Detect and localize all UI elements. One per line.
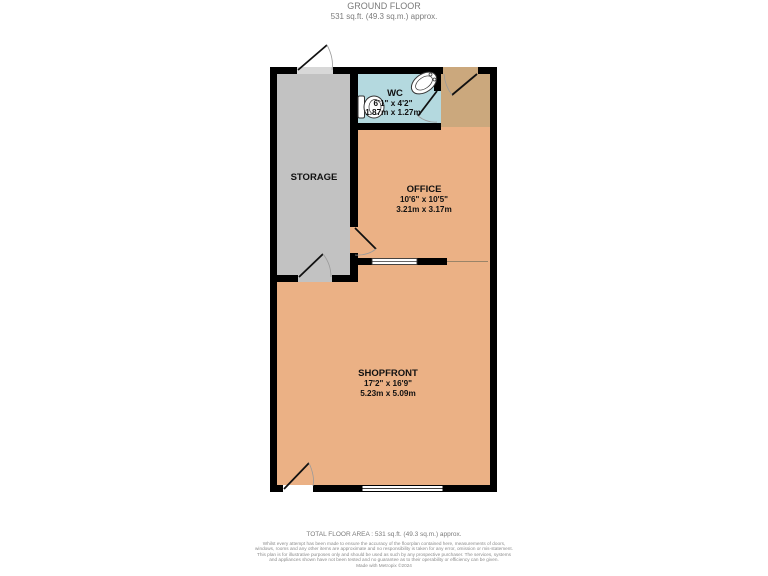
storage-exterior-door-arc [327, 45, 332, 70]
wall-office-shopfront-right [417, 258, 447, 265]
room-entry [441, 74, 490, 127]
shopfront-dims-metric: 5.23m x 5.09m [360, 389, 416, 398]
wall-right [490, 67, 497, 492]
wall-bottom-right [443, 485, 497, 492]
sink-tap-2 [433, 78, 436, 81]
shopfront-label: SHOPFRONT [358, 368, 418, 379]
storage-door-gap [298, 275, 332, 282]
shopfront-dims-imperial: 17'2" x 16'9" [363, 379, 413, 388]
metropix-credit: Made with Metropix ©2024 [356, 563, 412, 569]
office-dims-imperial: 10'6" x 10'5" [399, 195, 449, 204]
wc-dims-metric: 1.87m x 1.27m [365, 108, 421, 117]
total-floor-area: TOTAL FLOOR AREA : 531 sq.ft. (49.3 sq.m.) approx. [306, 531, 462, 538]
wall-storage-bottom-left [277, 275, 298, 282]
floor-title: GROUND FLOOR [347, 1, 421, 11]
wall-office-shopfront-left [358, 258, 372, 265]
wall-storage-bottom-right [332, 275, 358, 282]
disclaimer-text: Whilst every attempt has been made to ensure the accuracy of the floorplan contained here, measurements of doors, windows, rooms and any other items are approximate and no responsibility is taken for any error, omission or mis-statement. This plan is for illustrative purposes only and should be used as such by any prospective purchaser. The services, systems and appliances shown have not been tested and no guarantee as to their operability or efficiency can be given. [255, 541, 513, 562]
floor-area-subtitle: 531 sq.ft. (49.3 sq.m.) approx. [330, 12, 438, 21]
office-label: OFFICE [406, 184, 442, 195]
wall-bottom-middle [313, 485, 362, 492]
storage-exterior-threshold [297, 67, 333, 74]
storage-label: STORAGE [290, 172, 338, 183]
wall-storage-right [350, 67, 358, 227]
wall-bottom-left [270, 485, 283, 492]
wall-wc-bottom [350, 123, 441, 130]
entry-threshold [443, 67, 478, 74]
wall-left [270, 67, 277, 492]
plan-footer [0, 531, 768, 568]
office-dims-metric: 3.21m x 3.17m [396, 205, 452, 214]
wc-label: WC [387, 88, 403, 99]
storage-exterior-door-leaf [298, 45, 327, 70]
wc-dims-imperial: 6'1" x 4'2" [373, 99, 413, 108]
storage-exterior-door [298, 45, 332, 70]
sink-tap-1 [429, 73, 432, 76]
